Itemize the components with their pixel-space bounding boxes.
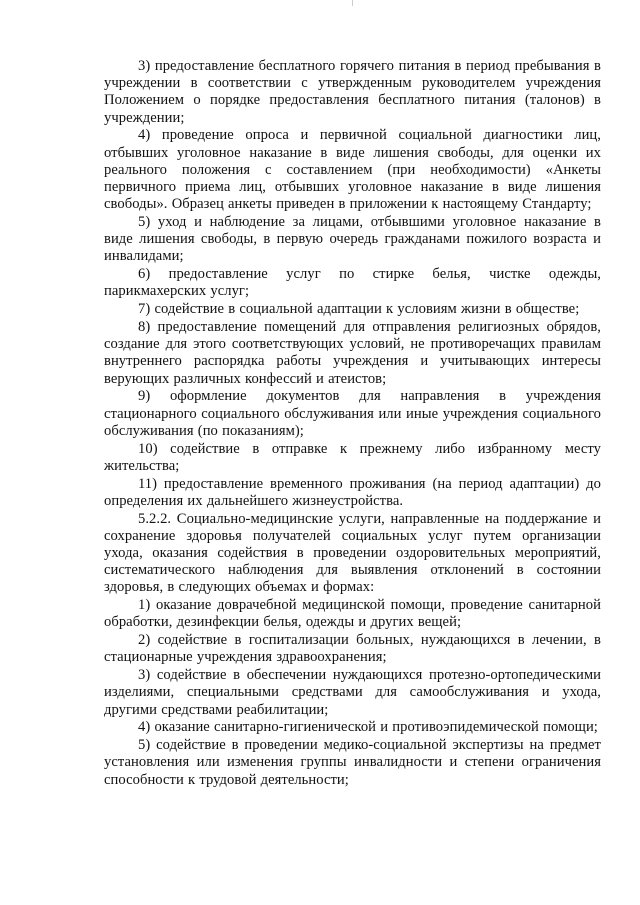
paragraph-item-3-free-meals: 3) предоставление бесплатного горячего питания в период пребывания в учреждении в соответствии с утвержденным руководителем учреждения Положением о порядке предоставления бесплатного питания (талонов) в учреждении; [104, 58, 601, 126]
paragraph-item-4-survey: 4) проведение опроса и первичной социальной диагностики лиц, отбывших уголовное наказание в виде лишения свободы, для оценки их реального положения с составлением (при необходимости) «Анкеты первичного приема лиц, отбывших уголовное наказание в виде лишения свободы». Образец анкеты приведен в приложении к настоящему Стандарту; [104, 127, 601, 213]
paragraph-item-5-care: 5) уход и наблюдение за лицами, отбывшими уголовное наказание в виде лишения свободы, в первую очередь гражданами пожилого возраста и инвалидами; [104, 214, 601, 265]
paragraph-medical-item-3: 3) содействие в обеспечении нуждающихся протезно-ортопедическими изделиями, специальными средствами для самообслуживания и ухода, другими средствами реабилитации; [104, 667, 601, 718]
paragraph-medical-item-5: 5) содействие в проведении медико-социальной экспертизы на предмет установления или изменения группы инвалидности и степени ограничения способности к трудовой деятельности; [104, 737, 601, 788]
paragraph-item-6-laundry: 6) предоставление услуг по стирке белья, чистке одежды, парикмахерских услуг; [104, 266, 601, 300]
paragraph-item-7-adaptation: 7) содействие в социальной адаптации к условиям жизни в обществе; [138, 301, 580, 318]
paragraph-medical-item-1: 1) оказание доврачебной медицинской помощи, проведение санитарной обработки, дезинфекции белья, одежды и других вещей; [104, 597, 601, 631]
section-5-2-2-heading-paragraph: 5.2.2. Социально-медицинские услуги, направленные на поддержание и сохранение здоровья получателей социальных услуг путем организации ухода, оказания содействия в проведении оздоровительных мероприятий, систематического наблюдения для выявления отклонений в состоянии здоровья, в следующих объемах и формах: [104, 510, 601, 596]
paragraph-item-9-documents: 9) оформление документов для направления в учреждения стационарного социального обслуживания или иные учреждения социального обслуживания (по показаниям); [104, 388, 601, 439]
paragraph-item-10-dispatch: 10) содействие в отправке к прежнему либо избранному месту жительства; [104, 440, 601, 474]
paragraph-medical-item-4: 4) оказание санитарно-гигиенической и противоэпидемической помощи; [138, 719, 598, 736]
document-body [104, 58, 601, 789]
paragraph-medical-item-2: 2) содействие в госпитализации больных, нуждающихся в лечении, в стационарные учреждения здравоохранения; [104, 632, 601, 666]
scan-mark [352, 0, 353, 6]
paragraph-item-11-housing: 11) предоставление временного проживания (на период адаптации) до определения их дальнейшего жизнеустройства. [104, 475, 601, 509]
paragraph-item-8-religious: 8) предоставление помещений для отправления религиозных обрядов, создание для этого соответствующих условий, не противоречащих правилам внутреннего распорядка работы учреждения и учитывающих интересы верующих различных конфессий и атеистов; [104, 319, 601, 387]
